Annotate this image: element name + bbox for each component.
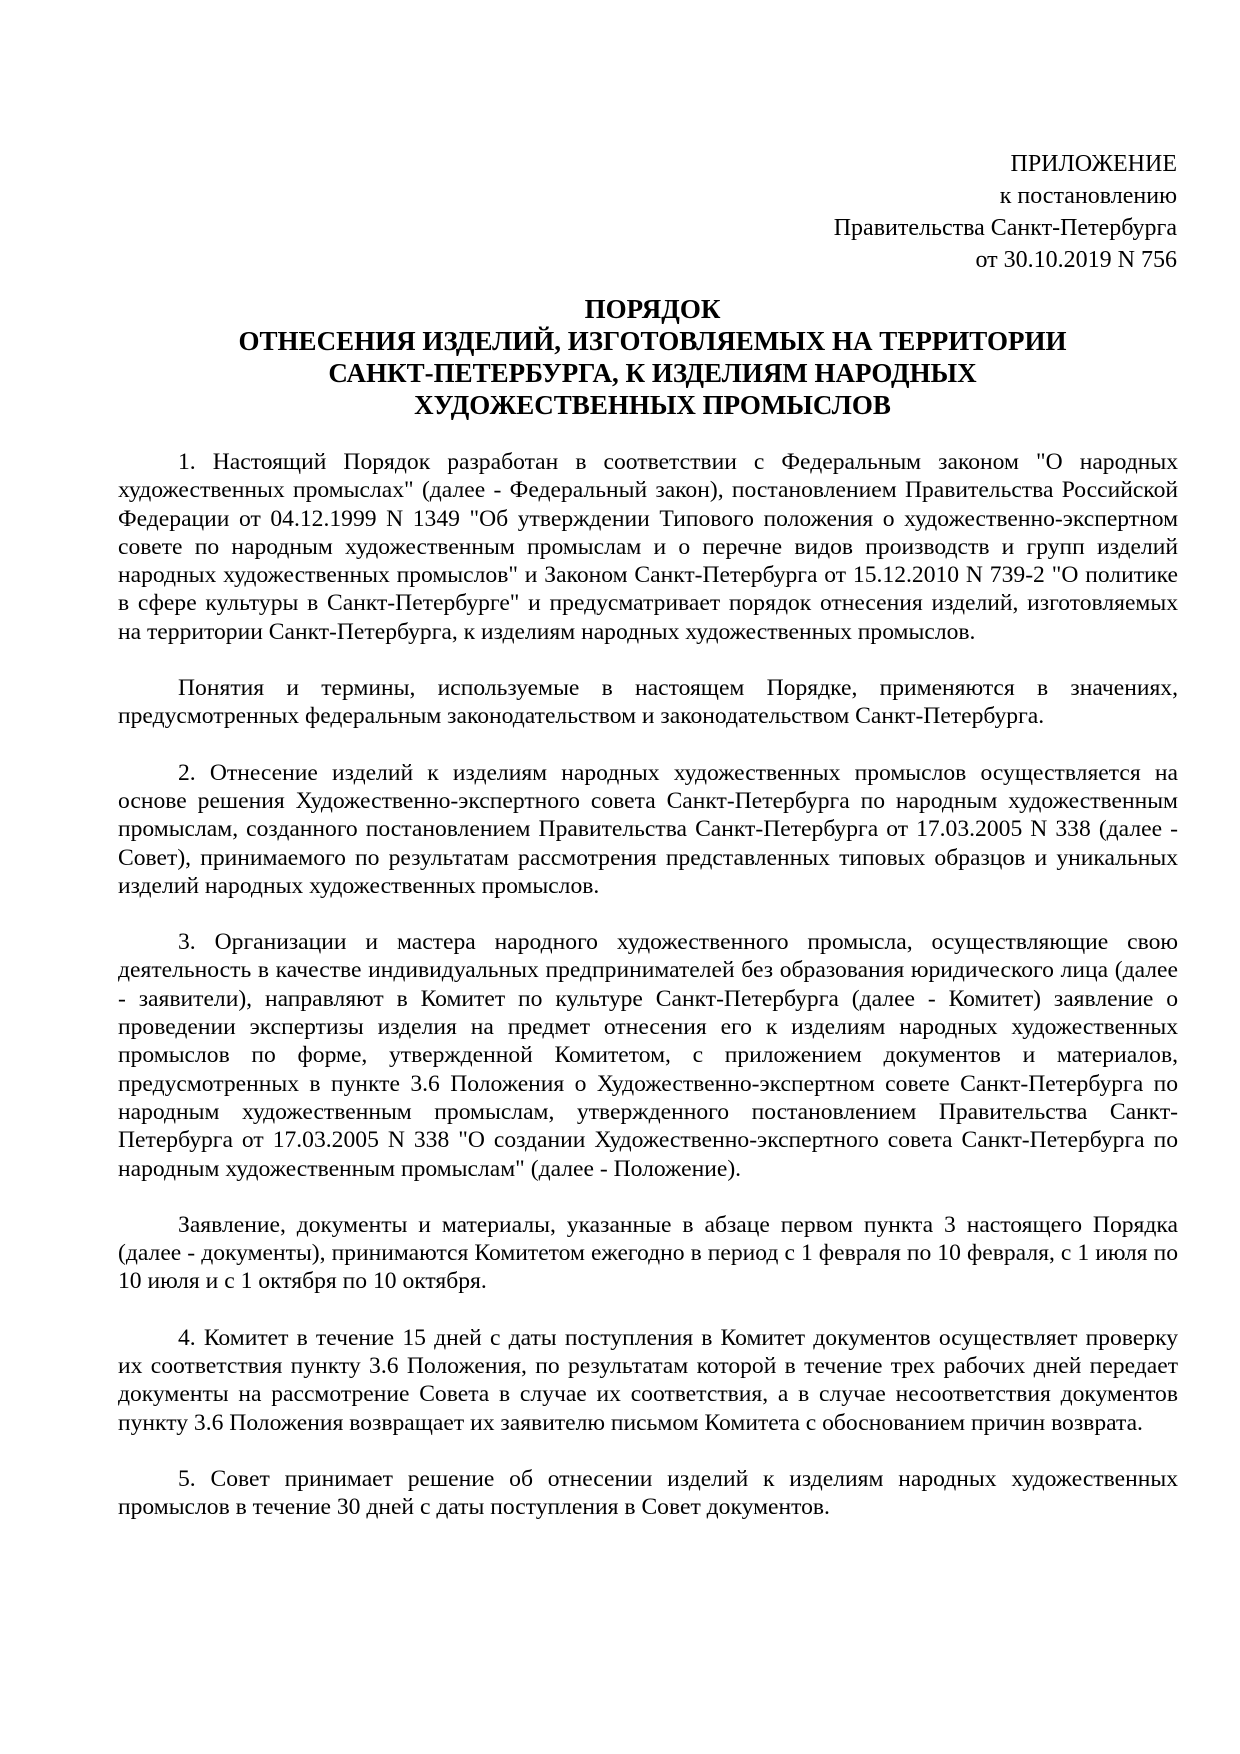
- paragraph-4: 3. Организации и мастера народного художественного промысла, осуществляющие свою деятельность в качестве индивидуальных предпринимателей без образования юридического лица (далее - заявители), направляют в Комитет по культуре Санкт-Петербурга (далее - Комитет) заявление о проведении экспертизы изделия на предмет отнесения его к изделиям народных художественных промыслов по форме, утвержденной Комитетом, с приложением документов и материалов, предусмотренных в пункте 3.6 Положения о Художественно-экспертном совете Санкт-Петербурга по народным художественным промыслам, утвержденного постановлением Правительства Санкт-Петербурга от 17.03.2005 N 338 "О создании Художественно-экспертного совета Санкт-Петербурга по народным художественным промыслам" (далее - Положение).: [118, 929, 1178, 1182]
- appendix-date-number: от 30.10.2019 N 756: [975, 247, 1177, 273]
- title-line-3: САНКТ-ПЕТЕРБУРГА, К ИЗДЕЛИЯМ НАРОДНЫХ: [328, 358, 977, 388]
- paragraph-3: 2. Отнесение изделий к изделиям народных художественных промыслов осуществляется на основе решения Художественно-экспертного совета Санкт-Петербурга по народным художественным промыслам, созданного постановлением Правительства Санкт-Петербурга от 17.03.2005 N 338 (далее - Совет), принимаемого по результатам рассмотрения представленных типовых образцов и уникальных изделий народных художественных промыслов.: [118, 759, 1178, 899]
- title-line-1: ПОРЯДОК: [584, 294, 721, 324]
- title-line-2: ОТНЕСЕНИЯ ИЗДЕЛИЙ, ИЗГОТОВЛЯЕМЫХ НА ТЕРРИТОРИИ: [238, 326, 1067, 356]
- appendix-authority: Правительства Санкт-Петербурга: [833, 215, 1177, 241]
- paragraph-5: Заявление, документы и материалы, указанные в абзаце первом пункта 3 настоящего Порядка (далее - документы), принимаются Комитетом ежегодно в период с 1 февраля по 10 февраля, с 1 июля по 10 июля и с 1 октября по 10 октября.: [118, 1211, 1178, 1295]
- document-title: [130, 293, 1175, 421]
- document-body: [118, 448, 1178, 1550]
- paragraph-7: 5. Совет принимает решение об отнесении изделий к изделиям народных художественных промыслов в течение 30 дней с даты поступления в Совет документов.: [118, 1465, 1178, 1521]
- paragraph-2: Понятия и термины, используемые в настоящем Порядке, применяются в значениях, предусмотренных федеральным законодательством и законодательством Санкт-Петербурга.: [118, 675, 1178, 730]
- title-line-4: ХУДОЖЕСТВЕННЫХ ПРОМЫСЛОВ: [414, 390, 891, 420]
- appendix-reference: к постановлению: [999, 183, 1177, 209]
- appendix-label: ПРИЛОЖЕНИЕ: [1010, 151, 1177, 177]
- paragraph-6: 4. Комитет в течение 15 дней с даты поступления в Комитет документов осуществляет проверку их соответствия пункту 3.6 Положения, по результатам которой в течение трех рабочих дней передает документы на рассмотрение Совета в случае их соответствия, а в случае несоответствия документов пункту 3.6 Положения возвращает их заявителю письмом Комитета с обоснованием причин возврата.: [118, 1324, 1178, 1436]
- appendix-header: [834, 148, 1177, 276]
- paragraph-1: 1. Настоящий Порядок разработан в соответствии с Федеральным законом "О народных художественных промыслах" (далее - Федеральный закон), постановлением Правительства Российской Федерации от 04.12.1999 N 1349 "Об утверждении Типового положения о художественно-экспертном совете по народным художественным промыслам и о перечне видов производств и групп изделий народных художественных промыслов" и Законом Санкт-Петербурга от 15.12.2010 N 739-2 "О политике в сфере культуры в Санкт-Петербурге" и предусматривает порядок отнесения изделий, изготовляемых на территории Санкт-Петербурга, к изделиям народных художественных промыслов.: [118, 449, 1178, 645]
